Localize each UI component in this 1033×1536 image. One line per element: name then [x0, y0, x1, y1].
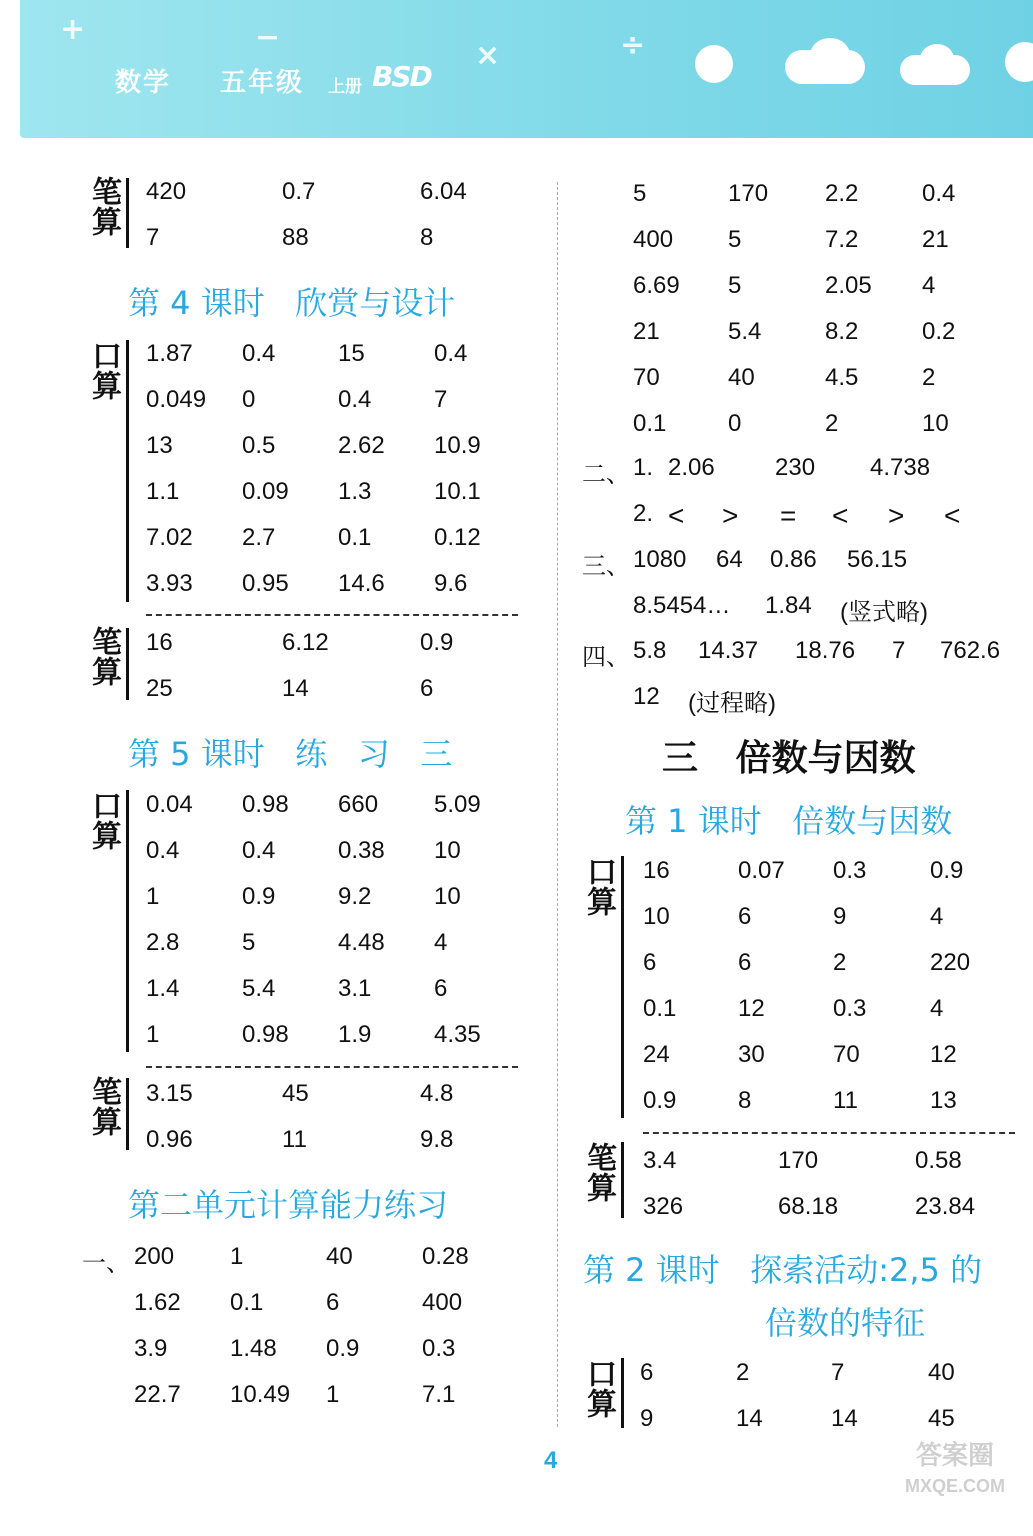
- lesson1-bisuan-cell: 3.4: [643, 1147, 677, 1174]
- er-line1-cell: 1.: [633, 454, 654, 481]
- left-top-bisuan-cell: 7: [146, 224, 160, 251]
- lesson4-kousuan-cell: 15: [338, 340, 365, 367]
- unit2-cell: 1.48: [230, 1335, 277, 1362]
- lesson5-kousuan-cell: 1: [146, 1021, 160, 1048]
- lesson5-kousuan-cell: 0.38: [338, 837, 385, 864]
- lesson4-title: 第 4 课时 欣赏与设计: [128, 284, 456, 322]
- left-top-bisuan-cell: 8: [420, 224, 434, 251]
- er-line1-cell: 2.06: [668, 454, 715, 481]
- lesson1-kousuan-cell: 8: [738, 1087, 752, 1114]
- lesson5-kousuan-cell: 4.48: [338, 929, 385, 956]
- section-label: 口算: [581, 856, 616, 916]
- section-label: 口算: [86, 790, 121, 850]
- right-cont-cell: 4: [922, 272, 936, 299]
- right-cont-cell: 5.4: [728, 318, 762, 345]
- unit2-prefix: 一、: [82, 1250, 130, 1277]
- lesson1-kousuan-cell: 4: [930, 995, 944, 1022]
- unit2-cell: 400: [422, 1289, 463, 1316]
- er-line2-cell: <: [832, 500, 849, 531]
- lesson1-kousuan-cell: 220: [930, 949, 971, 976]
- right-cont-cell: 0: [728, 410, 742, 437]
- right-cont-cell: 0.1: [633, 410, 667, 437]
- lesson5-kousuan-cell: 5.4: [242, 975, 276, 1002]
- lesson1-bisuan-cell: 326: [643, 1193, 684, 1220]
- unit2-cell: 1: [326, 1381, 340, 1408]
- lesson4-bisuan-cell: 6.12: [282, 629, 329, 656]
- lesson1-bisuan-cell: 23.84: [915, 1193, 976, 1220]
- divide-decoration-icon: ÷: [620, 28, 646, 63]
- lesson2-kousuan-cell: 6: [640, 1359, 654, 1386]
- lesson1-kousuan-cell: 6: [738, 949, 752, 976]
- sun-icon: [695, 45, 733, 83]
- lesson1-kousuan-cell: 24: [643, 1041, 670, 1068]
- lesson4-kousuan-cell: 14.6: [338, 570, 385, 597]
- lesson5-bisuan-cell: 11: [282, 1126, 307, 1153]
- right-cont-cell: 21: [922, 226, 949, 253]
- lesson5-bisuan-cell: 0.96: [146, 1126, 193, 1153]
- er-prefix: 二、: [582, 461, 630, 488]
- si-prefix: 四、: [582, 644, 630, 671]
- section-bar: [621, 1142, 624, 1218]
- lesson5-title: 第 5 课时 练 习 三: [128, 735, 453, 773]
- lesson1-kousuan-cell: 0.1: [643, 995, 677, 1022]
- lesson5-kousuan-cell: 0.4: [146, 837, 180, 864]
- lesson1-kousuan-cell: 70: [833, 1041, 860, 1068]
- lesson5-bisuan-cell: 4.8: [420, 1080, 454, 1107]
- lesson2-kousuan-cell: 45: [928, 1405, 955, 1432]
- lesson1-bisuan-cell: 170: [778, 1147, 819, 1174]
- san-line1-cell: 0.86: [770, 546, 817, 573]
- lesson1-kousuan-cell: 2: [833, 949, 847, 976]
- lesson4-kousuan-cell: 0.5: [242, 432, 276, 459]
- si-line2-cell: (过程略): [688, 690, 776, 717]
- lesson1-kousuan-cell: 11: [833, 1087, 858, 1114]
- lesson1-kousuan-cell: 0.9: [930, 857, 964, 884]
- er-line2-cell: 2.: [633, 500, 654, 527]
- lesson2-kousuan-cell: 2: [736, 1359, 750, 1386]
- unit2-cell: 40: [326, 1243, 353, 1270]
- section-label: 口算: [86, 340, 121, 400]
- lesson5-bisuan-cell: 45: [282, 1080, 309, 1107]
- right-cont-cell: 21: [633, 318, 660, 345]
- unit2-cell: 200: [134, 1243, 175, 1270]
- section-bar: [621, 1358, 624, 1428]
- lesson5-kousuan-cell: 1.9: [338, 1021, 372, 1048]
- right-cont-cell: 5: [633, 180, 647, 207]
- si-line1-cell: 14.37: [698, 637, 759, 664]
- lesson4-kousuan-cell: 0.4: [434, 340, 468, 367]
- lesson4-bisuan-cell: 6: [420, 675, 434, 702]
- section-bar: [126, 1078, 129, 1150]
- lesson1-kousuan-cell: 30: [738, 1041, 765, 1068]
- lesson1-kousuan-cell: 13: [930, 1087, 957, 1114]
- lesson4-kousuan-cell: 9.6: [434, 570, 468, 597]
- unit2-title: 第二单元计算能力练习: [128, 1186, 449, 1224]
- watermark-url: MXQE.COM: [904, 1476, 1005, 1496]
- unit3-title: 三 倍数与因数: [662, 738, 916, 779]
- dashed-separator: [146, 1066, 518, 1068]
- right-cont-cell: 2: [825, 410, 839, 437]
- section-bar: [126, 790, 129, 1052]
- lesson1-kousuan-cell: 12: [738, 995, 765, 1022]
- minus-decoration-icon: −: [255, 20, 281, 55]
- lesson5-kousuan-cell: 10: [434, 837, 461, 864]
- lesson4-kousuan-cell: 0.4: [338, 386, 372, 413]
- unit2-cell: 0.3: [422, 1335, 456, 1362]
- lesson2-title-cont: 倍数的特征: [765, 1304, 926, 1342]
- si-line1-cell: 7: [892, 637, 906, 664]
- lesson2-kousuan-cell: 9: [640, 1405, 654, 1432]
- lesson5-kousuan-cell: 0.9: [242, 883, 276, 910]
- lesson4-kousuan-cell: 7.02: [146, 524, 193, 551]
- lesson4-kousuan-cell: 1.3: [338, 478, 372, 505]
- lesson4-kousuan-cell: 2.7: [242, 524, 276, 551]
- cloud-icon: [1005, 42, 1033, 82]
- section-label: 口算: [581, 1358, 616, 1418]
- lesson5-kousuan-cell: 3.1: [338, 975, 372, 1002]
- header-subject: 数学: [115, 68, 172, 98]
- lesson5-kousuan-cell: 4: [434, 929, 448, 956]
- dashed-separator: [643, 1132, 1015, 1134]
- unit2-cell: 6: [326, 1289, 340, 1316]
- san-line1-cell: 56.15: [847, 546, 908, 573]
- lesson1-kousuan-cell: 6: [738, 903, 752, 930]
- watermark-text: 答案圈: [915, 1440, 994, 1470]
- lesson4-kousuan-cell: 10.9: [434, 432, 481, 459]
- unit2-cell: 10.49: [230, 1381, 291, 1408]
- section-label: 笔算: [86, 626, 121, 686]
- si-line1-cell: 762.6: [940, 637, 1001, 664]
- right-cont-cell: 400: [633, 226, 674, 253]
- lesson5-kousuan-cell: 4.35: [434, 1021, 481, 1048]
- right-cont-cell: 170: [728, 180, 769, 207]
- lesson5-kousuan-cell: 1.4: [146, 975, 180, 1002]
- lesson5-kousuan-cell: 9.2: [338, 883, 372, 910]
- right-cont-cell: 5: [728, 226, 742, 253]
- lesson2-kousuan-cell: 40: [928, 1359, 955, 1386]
- lesson4-kousuan-cell: 2.62: [338, 432, 385, 459]
- times-decoration-icon: ×: [475, 38, 501, 73]
- lesson4-kousuan-cell: 0.12: [434, 524, 481, 551]
- lesson2-kousuan-cell: 7: [831, 1359, 845, 1386]
- right-cont-cell: 0.4: [922, 180, 956, 207]
- right-cont-cell: 7.2: [825, 226, 859, 253]
- right-cont-cell: 2.2: [825, 180, 859, 207]
- unit2-cell: 22.7: [134, 1381, 181, 1408]
- lesson5-kousuan-cell: 0.98: [242, 1021, 289, 1048]
- lesson2-title: 第 2 课时 探索活动:2,5 的: [583, 1251, 983, 1289]
- lesson4-kousuan-cell: 1.1: [146, 478, 180, 505]
- lesson5-kousuan-cell: 1: [146, 883, 160, 910]
- lesson4-kousuan-cell: 0.4: [242, 340, 276, 367]
- lesson5-bisuan-cell: 9.8: [420, 1126, 454, 1153]
- lesson4-kousuan-cell: 0.95: [242, 570, 289, 597]
- section-bar: [126, 340, 129, 602]
- header-grade: 五年级: [220, 68, 305, 98]
- lesson4-bisuan-cell: 0.9: [420, 629, 454, 656]
- right-cont-cell: 5: [728, 272, 742, 299]
- er-line2-cell: =: [780, 500, 797, 531]
- lesson4-kousuan-cell: 7: [434, 386, 448, 413]
- san-line2-cell: 1.84: [765, 592, 812, 619]
- si-line2-cell: 12: [633, 683, 660, 710]
- lesson5-kousuan-cell: 660: [338, 791, 379, 818]
- unit2-cell: 3.9: [134, 1335, 168, 1362]
- lesson1-kousuan-cell: 0.3: [833, 857, 867, 884]
- publisher-logo: BSD: [372, 60, 431, 93]
- left-top-bisuan-cell: 0.7: [282, 178, 316, 205]
- san-line2-cell: 8.5454…: [633, 592, 731, 619]
- lesson1-kousuan-cell: 9: [833, 903, 847, 930]
- lesson5-kousuan-cell: 0.4: [242, 837, 276, 864]
- section-label: 笔算: [581, 1142, 616, 1202]
- right-cont-cell: 4.5: [825, 364, 859, 391]
- right-cont-cell: 40: [728, 364, 755, 391]
- left-top-bisuan-cell: 420: [146, 178, 187, 205]
- lesson4-kousuan-cell: 0.1: [338, 524, 372, 551]
- page-number: 4: [544, 1447, 558, 1474]
- lesson5-kousuan-cell: 2.8: [146, 929, 180, 956]
- lesson4-bisuan-cell: 25: [146, 675, 173, 702]
- column-divider: [557, 182, 558, 1427]
- plus-decoration-icon: +: [60, 12, 86, 47]
- lesson5-kousuan-cell: 6: [434, 975, 448, 1002]
- right-cont-cell: 2.05: [825, 272, 872, 299]
- section-bar: [126, 628, 129, 700]
- cloud-puff-icon: [920, 44, 954, 74]
- cloud-puff-icon: [810, 38, 850, 72]
- lesson2-kousuan-cell: 14: [831, 1405, 858, 1432]
- section-bar: [126, 178, 129, 248]
- lesson1-kousuan-cell: 0.3: [833, 995, 867, 1022]
- san-prefix: 三、: [582, 553, 630, 580]
- lesson1-kousuan-cell: 6: [643, 949, 657, 976]
- dashed-separator: [146, 614, 518, 616]
- er-line2-cell: >: [722, 500, 739, 531]
- lesson1-bisuan-cell: 68.18: [778, 1193, 839, 1220]
- lesson1-kousuan-cell: 0.9: [643, 1087, 677, 1114]
- lesson1-kousuan-cell: 4: [930, 903, 944, 930]
- lesson1-bisuan-cell: 0.58: [915, 1147, 962, 1174]
- lesson4-kousuan-cell: 10.1: [434, 478, 481, 505]
- er-line1-cell: 4.738: [870, 454, 931, 481]
- section-label: 笔算: [86, 176, 121, 236]
- lesson1-kousuan-cell: 0.07: [738, 857, 785, 884]
- san-line1-cell: 64: [716, 546, 743, 573]
- page-header: [20, 0, 1033, 138]
- right-cont-cell: 70: [633, 364, 660, 391]
- unit2-cell: 7.1: [422, 1381, 456, 1408]
- lesson1-kousuan-cell: 10: [643, 903, 670, 930]
- lesson4-kousuan-cell: 0.049: [146, 386, 207, 413]
- san-line1-cell: 1080: [633, 546, 687, 573]
- lesson1-kousuan-cell: 12: [930, 1041, 957, 1068]
- si-line1-cell: 18.76: [795, 637, 856, 664]
- watermark: [880, 1435, 1030, 1497]
- lesson1-title: 第 1 课时 倍数与因数: [625, 802, 953, 840]
- lesson4-kousuan-cell: 0.09: [242, 478, 289, 505]
- lesson5-kousuan-cell: 10: [434, 883, 461, 910]
- right-cont-cell: 10: [922, 410, 949, 437]
- lesson4-kousuan-cell: 0: [242, 386, 256, 413]
- er-line1-cell: 230: [775, 454, 816, 481]
- right-cont-cell: 2: [922, 364, 936, 391]
- lesson5-kousuan-cell: 0.98: [242, 791, 289, 818]
- left-top-bisuan-cell: 6.04: [420, 178, 467, 205]
- section-bar: [621, 856, 624, 1118]
- unit2-cell: 1.62: [134, 1289, 181, 1316]
- lesson5-kousuan-cell: 5.09: [434, 791, 481, 818]
- lesson4-kousuan-cell: 13: [146, 432, 173, 459]
- er-line2-cell: <: [668, 500, 685, 531]
- header-volume: 上册: [328, 77, 362, 97]
- right-cont-cell: 6.69: [633, 272, 680, 299]
- right-cont-cell: 8.2: [825, 318, 859, 345]
- unit2-cell: 0.28: [422, 1243, 469, 1270]
- unit2-cell: 0.9: [326, 1335, 360, 1362]
- er-line2-cell: <: [944, 500, 961, 531]
- unit2-cell: 1: [230, 1243, 244, 1270]
- lesson5-kousuan-cell: 0.04: [146, 791, 193, 818]
- lesson5-bisuan-cell: 3.15: [146, 1080, 193, 1107]
- left-top-bisuan-cell: 88: [282, 224, 309, 251]
- section-label: 笔算: [86, 1076, 121, 1136]
- lesson4-bisuan-cell: 16: [146, 629, 173, 656]
- lesson2-kousuan-cell: 14: [736, 1405, 763, 1432]
- si-line1-cell: 5.8: [633, 637, 667, 664]
- lesson4-bisuan-cell: 14: [282, 675, 309, 702]
- unit2-cell: 0.1: [230, 1289, 264, 1316]
- san-line2-cell: (竖式略): [840, 599, 928, 626]
- lesson1-kousuan-cell: 16: [643, 857, 670, 884]
- lesson4-kousuan-cell: 1.87: [146, 340, 193, 367]
- er-line2-cell: >: [888, 500, 905, 531]
- right-cont-cell: 0.2: [922, 318, 956, 345]
- lesson4-kousuan-cell: 3.93: [146, 570, 193, 597]
- lesson5-kousuan-cell: 5: [242, 929, 256, 956]
